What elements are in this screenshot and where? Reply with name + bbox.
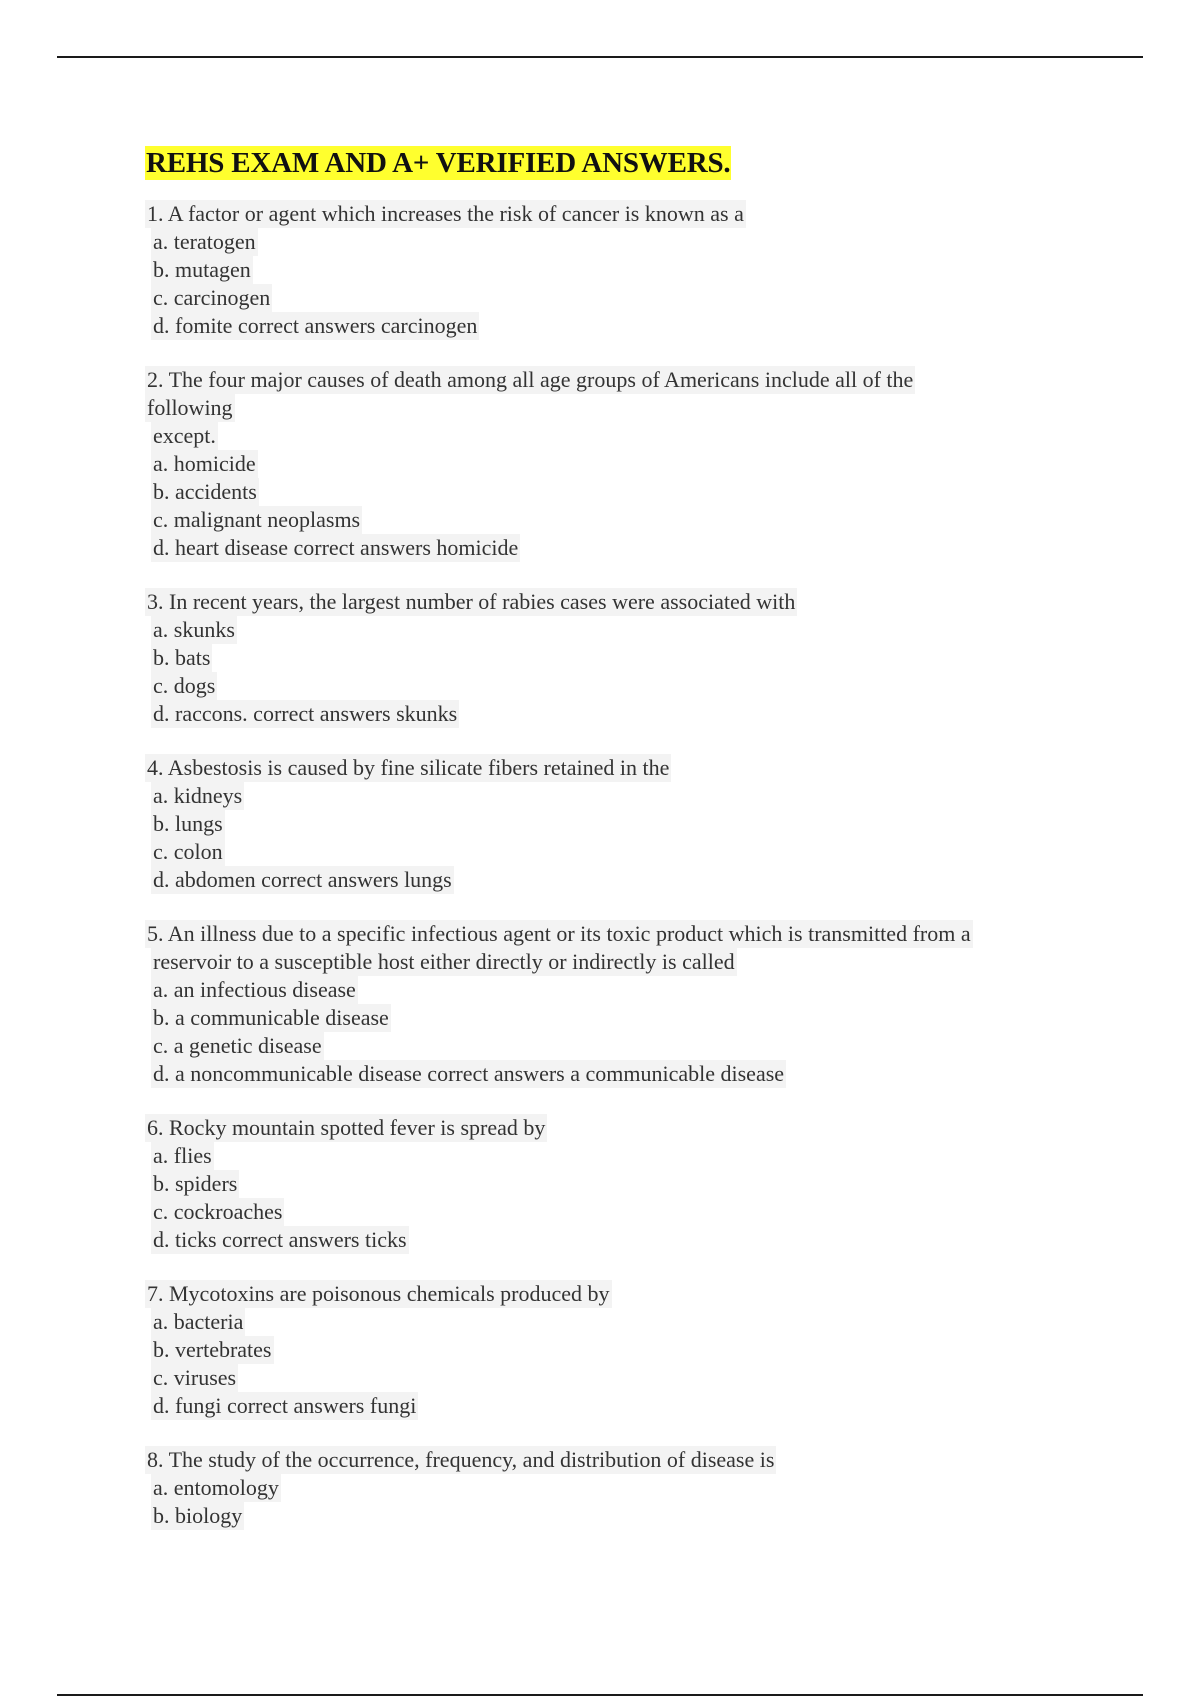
question-stem: 1. A factor or agent which increases the risk of cancer is known as a bbox=[147, 201, 744, 226]
question-5 bbox=[145, 920, 1075, 1088]
question-stem: following bbox=[147, 395, 233, 420]
answer-option: d. raccons. correct answers skunks bbox=[153, 701, 458, 726]
answer-option: b. biology bbox=[153, 1503, 243, 1528]
answer-option: d. heart disease correct answers homicide bbox=[153, 535, 519, 560]
answer-option: c. carcinogen bbox=[153, 285, 271, 310]
answer-option: a. homicide bbox=[153, 451, 256, 476]
question-stem: 6. Rocky mountain spotted fever is spread by bbox=[147, 1115, 546, 1140]
answer-option: c. a genetic disease bbox=[153, 1033, 322, 1058]
answer-option: c. colon bbox=[153, 839, 223, 864]
answer-option: c. malignant neoplasms bbox=[153, 507, 361, 532]
page-top-rule bbox=[57, 56, 1143, 58]
page-bottom-rule bbox=[57, 1694, 1143, 1696]
answer-option: a. flies bbox=[153, 1143, 212, 1168]
answer-option: b. lungs bbox=[153, 811, 223, 836]
question-1 bbox=[145, 200, 1075, 340]
question-7 bbox=[145, 1280, 1075, 1420]
answer-option: d. a noncommunicable disease correct answers a communicable disease bbox=[153, 1061, 785, 1086]
question-stem: 5. An illness due to a specific infectious agent or its toxic product which is transmitted from a bbox=[147, 921, 971, 946]
question-stem: 4. Asbestosis is caused by fine silicate fibers retained in the bbox=[147, 755, 670, 780]
document-title: REHS EXAM AND A+ VERIFIED ANSWERS. bbox=[146, 147, 731, 179]
question-stem: 8. The study of the occurrence, frequency, and distribution of disease is bbox=[147, 1447, 775, 1472]
answer-option: d. abdomen correct answers lungs bbox=[153, 867, 452, 892]
answer-option: b. accidents bbox=[153, 479, 257, 504]
answer-option: a. an infectious disease bbox=[153, 977, 356, 1002]
answer-option: b. vertebrates bbox=[153, 1337, 272, 1362]
answer-option: b. bats bbox=[153, 645, 211, 670]
answer-option: b. a communicable disease bbox=[153, 1005, 389, 1030]
answer-option: c. dogs bbox=[153, 673, 216, 698]
question-stem: reservoir to a susceptible host either directly or indirectly is called bbox=[153, 949, 735, 974]
question-stem: 3. In recent years, the largest number of rabies cases were associated with bbox=[147, 589, 796, 614]
document-body bbox=[145, 146, 1075, 1556]
question-3 bbox=[145, 588, 1075, 728]
question-6 bbox=[145, 1114, 1075, 1254]
answer-option: d. fomite correct answers carcinogen bbox=[153, 313, 478, 338]
answer-option: c. viruses bbox=[153, 1365, 237, 1390]
answer-option: b. mutagen bbox=[153, 257, 251, 282]
answer-option: a. entomology bbox=[153, 1475, 279, 1500]
question-stem: 2. The four major causes of death among all age groups of Americans include all of the bbox=[147, 367, 914, 392]
answer-option: a. bacteria bbox=[153, 1309, 244, 1334]
answer-option: d. ticks correct answers ticks bbox=[153, 1227, 407, 1252]
answer-option: c. cockroaches bbox=[153, 1199, 283, 1224]
question-2 bbox=[145, 366, 1075, 562]
answer-option: a. skunks bbox=[153, 617, 235, 642]
question-stem: except. bbox=[153, 423, 216, 448]
question-stem: 7. Mycotoxins are poisonous chemicals produced by bbox=[147, 1281, 610, 1306]
question-4 bbox=[145, 754, 1075, 894]
answer-option: d. fungi correct answers fungi bbox=[153, 1393, 417, 1418]
answer-option: a. kidneys bbox=[153, 783, 243, 808]
answer-option: b. spiders bbox=[153, 1171, 238, 1196]
answer-option: a. teratogen bbox=[153, 229, 256, 254]
question-8 bbox=[145, 1446, 1075, 1530]
